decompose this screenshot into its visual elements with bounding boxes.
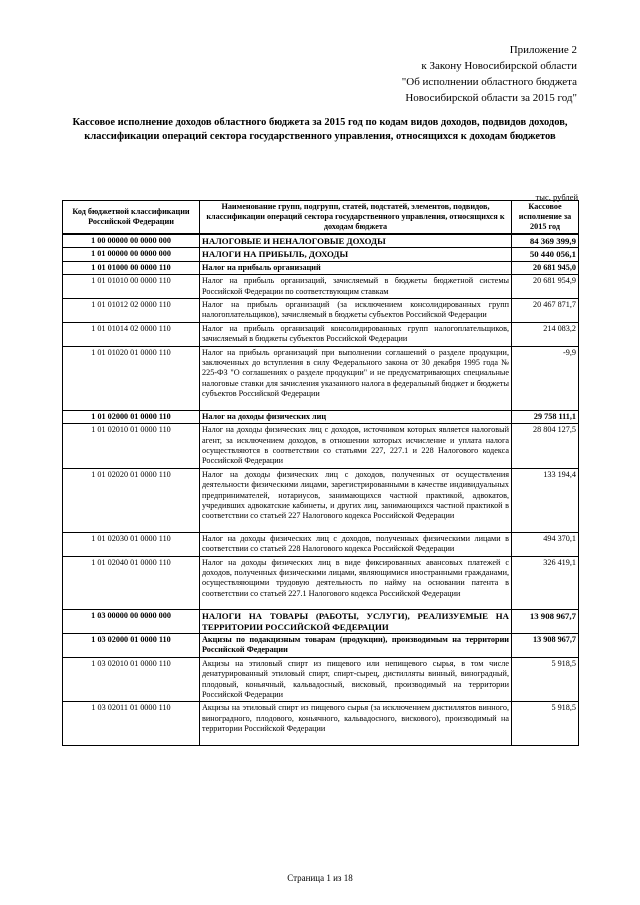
column-header-amount: Кассовое исполнение за 2015 год — [512, 201, 579, 235]
row-code: 1 01 01010 00 0000 110 — [63, 275, 200, 299]
table-row — [63, 702, 579, 745]
row-name: Налог на доходы физических лиц — [200, 410, 512, 423]
row-name: Налог на прибыль организаций консолидированных групп налогоплательщиков, зачисляемый в бюджеты субъектов Российской Федерации — [200, 322, 512, 346]
row-name: Налог на доходы физических лиц с доходов, полученных физическими лицами в соответствии со статьей 228 Налогового кодекса Российской Федерации — [200, 532, 512, 556]
row-amount: 494 370,1 — [512, 532, 579, 556]
row-name: Акцизы на этиловый спирт из пищевого или непищевого сырья, в том числе денатурированный этиловый спирт, спирт-сырец, дистилляты винный, виноградный, плодовый, коньячный, кальвадосный, висковый, производимый на территории Российской Федерации — [200, 657, 512, 702]
row-code: 1 01 02010 01 0000 110 — [63, 424, 200, 469]
table-row — [63, 346, 579, 410]
page-number: Страница 1 из 18 — [287, 873, 353, 883]
row-name: Налог на доходы физических лиц с доходов, полученных от осуществления деятельности физическими лицами, зарегистрированными в качестве индивидуальных предпринимателей, нотариусов, занимающихся частной практикой, адвокатов, учредивших адвокатские кабинеты, и других лиц, занимающихся частной практикой в соответствии со статьей 227 Налогового кодекса Российской Федерации — [200, 468, 512, 532]
row-amount: -9,9 — [512, 346, 579, 410]
appendix-line: к Закону Новосибирской области — [421, 60, 577, 72]
row-code: 1 01 02030 01 0000 110 — [63, 532, 200, 556]
row-amount: 5 918,5 — [512, 657, 579, 702]
row-code: 1 01 01012 02 0000 110 — [63, 299, 200, 323]
row-name: Акцизы на этиловый спирт из пищевого сырья (за исключением дистиллятов винного, виноградного, плодового, коньячного, кальвадосного, вискового), производимый на территории Российской Федерации — [200, 702, 512, 745]
row-amount: 20 681 954,9 — [512, 275, 579, 299]
row-name: НАЛОГОВЫЕ И НЕНАЛОГОВЫЕ ДОХОДЫ — [200, 234, 512, 248]
row-code: 1 01 01000 00 0000 110 — [63, 261, 200, 274]
column-header-name: Наименование групп, подгрупп, статей, подстатей, элементов, подвидов, классификации операций сектора государственного управления, относящихся к доходам бюджета — [200, 201, 512, 235]
table-row — [63, 410, 579, 423]
document-title: Кассовое исполнение доходов областного бюджета за 2015 год по кодам видов доходов, подвидов доходов, классификации операций сектора государственного управления, относящихся к доходам бюджетов — [72, 117, 568, 142]
row-name: НАЛОГИ НА ПРИБЫЛЬ, ДОХОДЫ — [200, 248, 512, 261]
appendix-header — [247, 42, 577, 106]
row-amount: 50 440 056,1 — [512, 248, 579, 261]
row-code: 1 01 00000 00 0000 000 — [63, 248, 200, 261]
row-code: 1 00 00000 00 0000 000 — [63, 234, 200, 248]
row-code: 1 03 02010 01 0000 110 — [63, 657, 200, 702]
row-amount: 326 419,1 — [512, 556, 579, 610]
row-code: 1 01 01014 02 0000 110 — [63, 322, 200, 346]
table-row — [63, 532, 579, 556]
row-code: 1 01 02020 01 0000 110 — [63, 468, 200, 532]
table-row — [63, 468, 579, 532]
row-code: 1 03 00000 00 0000 000 — [63, 610, 200, 634]
row-name: Налог на прибыль организаций, зачисляемый в бюджеты бюджетной системы Российской Федерации по соответствующим ставкам — [200, 275, 512, 299]
revenue-table — [62, 200, 579, 746]
appendix-line: Приложение 2 — [509, 44, 577, 56]
table-row — [63, 556, 579, 610]
table-row — [63, 275, 579, 299]
table-row — [63, 261, 579, 274]
row-name: Налог на прибыль организаций (за исключением консолидированных групп налогоплательщиков), зачисляемый в бюджеты субъектов Российской Федерации — [200, 299, 512, 323]
row-amount: 20 467 871,7 — [512, 299, 579, 323]
row-code: 1 01 01020 01 0000 110 — [63, 346, 200, 410]
table-body — [63, 234, 579, 745]
table-row — [63, 248, 579, 261]
table-row — [63, 299, 579, 323]
table-header-row — [63, 201, 579, 235]
row-amount: 13 908 967,7 — [512, 610, 579, 634]
row-name: Налог на прибыль организаций при выполнении соглашений о разделе продукции, заключенных до вступления в силу Федерального закона от 30 декабря 1995 года № 225-ФЗ "О соглашениях о разделе продукции" и не предусматривающих специальные налоговые ставки для зачисления указанного налога в федеральный бюджет и бюджеты субъектов Российской Федерации — [200, 346, 512, 410]
table-row — [63, 234, 579, 248]
table-row — [63, 322, 579, 346]
row-amount: 84 369 399,9 — [512, 234, 579, 248]
row-code: 1 03 02000 01 0000 110 — [63, 634, 200, 658]
table-row — [63, 610, 579, 634]
row-code: 1 03 02011 01 0000 110 — [63, 702, 200, 745]
row-name: Налог на доходы физических лиц с доходов, источником которых является налоговый агент, за исключением доходов, в отношении которых исчисление и уплата налога осуществляются в соответствии со статьями 227, 227.1 и 228 Налогового кодекса Российской Федерации — [200, 424, 512, 469]
table-row — [63, 634, 579, 658]
row-code: 1 01 02040 01 0000 110 — [63, 556, 200, 610]
row-name: Налог на доходы физических лиц в виде фиксированных авансовых платежей с доходов, полученных физическими лицами, являющимися иностранными гражданами, осуществляющими трудовую деятельность по найму на основании патента в соответствии со статьей 227.1 Налогового кодекса Российской Федерации — [200, 556, 512, 610]
table-row — [63, 657, 579, 702]
row-amount: 28 804 127,5 — [512, 424, 579, 469]
row-name: Налог на прибыль организаций — [200, 261, 512, 274]
row-amount: 5 918,5 — [512, 702, 579, 745]
row-amount: 214 083,2 — [512, 322, 579, 346]
row-name: Акцизы по подакцизным товарам (продукции), производимым на территории Российской Федерации — [200, 634, 512, 658]
row-code: 1 01 02000 01 0000 110 — [63, 410, 200, 423]
row-amount: 133 194,4 — [512, 468, 579, 532]
table-row — [63, 424, 579, 469]
unit-label: тыс. рублей — [535, 192, 578, 202]
row-amount: 20 681 945,0 — [512, 261, 579, 274]
appendix-line: "Об исполнении областного бюджета — [401, 76, 577, 88]
column-header-code: Код бюджетной классификации Российской Федерации — [63, 201, 200, 235]
row-amount: 29 758 111,1 — [512, 410, 579, 423]
row-amount: 13 908 967,7 — [512, 634, 579, 658]
appendix-line: Новосибирской области за 2015 год" — [405, 92, 577, 104]
row-name: НАЛОГИ НА ТОВАРЫ (РАБОТЫ, УСЛУГИ), РЕАЛИЗУЕМЫЕ НА ТЕРРИТОРИИ РОССИЙСКОЙ ФЕДЕРАЦИИ — [200, 610, 512, 634]
